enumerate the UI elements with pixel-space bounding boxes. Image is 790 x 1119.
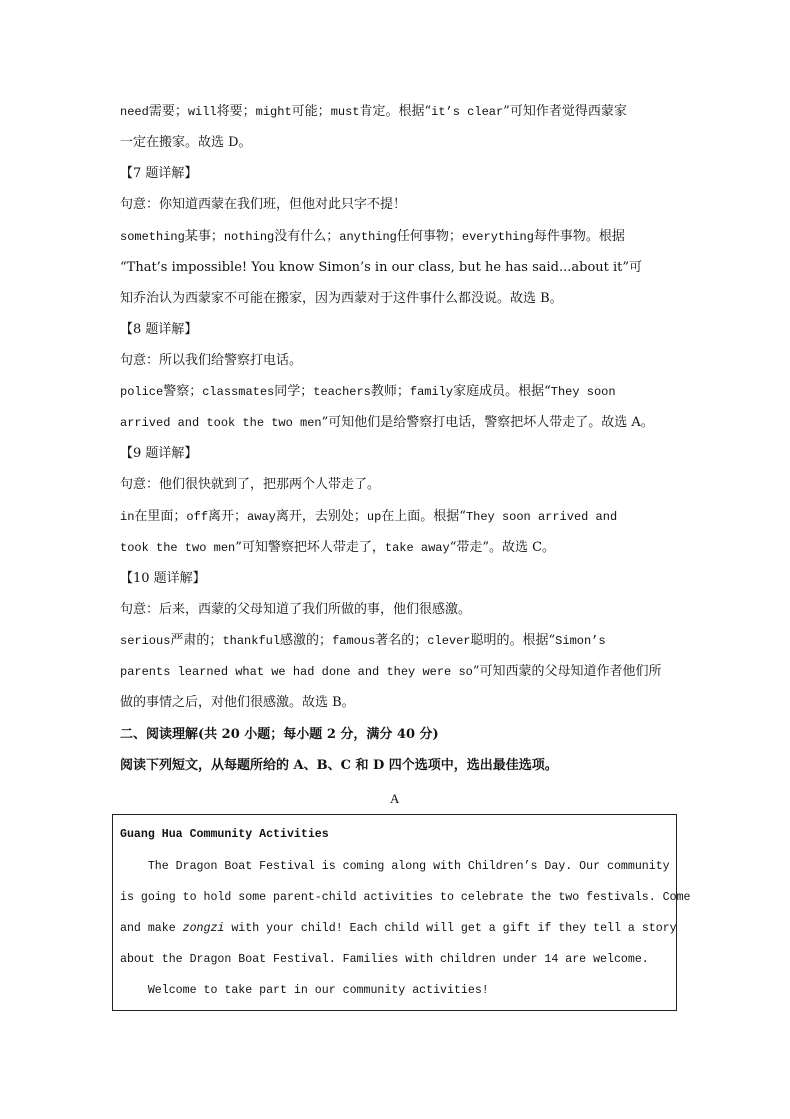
text-segment: 在里面； bbox=[134, 509, 187, 524]
text-segment: parents learned what we had done and they were so bbox=[120, 665, 473, 679]
text-line bbox=[120, 102, 627, 122]
text-segment: anything bbox=[339, 230, 397, 244]
text-segment: everything bbox=[461, 230, 534, 244]
notice-line bbox=[120, 981, 489, 1001]
italic-term: zongzi bbox=[182, 922, 225, 935]
text-segment: 二、阅读理解(共 20 小题；每小题 2 分，满分 40 分) bbox=[120, 727, 439, 742]
text-segment: 没有什么； bbox=[274, 229, 340, 244]
text-line bbox=[120, 164, 197, 184]
text-segment: 一定在搬家。故选 D。 bbox=[120, 135, 252, 150]
text-segment: 【7 题详解】 bbox=[120, 166, 198, 181]
section-heading bbox=[120, 725, 439, 745]
notice-title: Guang Hua Community Activities bbox=[120, 828, 329, 841]
text-segment: 著名的； bbox=[375, 633, 428, 648]
text-line bbox=[120, 569, 206, 589]
text-segment: is going to hold some parent-child activities to celebrate the two festivals. Come bbox=[120, 891, 691, 904]
text-segment: might bbox=[255, 105, 292, 119]
text-segment: 严肃的； bbox=[170, 633, 223, 648]
text-segment: 同学； bbox=[274, 384, 314, 399]
text-segment: about the Dragon Boat Festival. Families with children under 14 are welcome. bbox=[120, 953, 649, 966]
text-segment: arrived and took the two men bbox=[120, 416, 322, 430]
text-segment: 家庭成员。根据“ bbox=[453, 384, 551, 399]
text-line bbox=[120, 382, 616, 402]
text-segment: The Dragon Boat Festival is coming along with Children’s Day. Our community bbox=[120, 860, 670, 873]
text-line bbox=[120, 227, 625, 247]
text-segment: 离开，去别处； bbox=[275, 509, 367, 524]
text-segment: 警察； bbox=[163, 384, 203, 399]
text-segment: family bbox=[409, 385, 454, 399]
text-line bbox=[120, 289, 563, 309]
text-segment: will bbox=[187, 105, 217, 119]
notice-line bbox=[120, 919, 677, 939]
text-segment: must bbox=[330, 105, 360, 119]
text-segment: away bbox=[247, 510, 276, 524]
text-segment: it’s clear bbox=[431, 105, 504, 119]
section-letter: A bbox=[390, 791, 400, 806]
text-line bbox=[120, 133, 252, 153]
text-segment: 阅读下列短文，从每题所给的 A、B、C 和 D 四个选项中，选出最佳选项。 bbox=[120, 758, 558, 773]
notice-line bbox=[120, 888, 691, 908]
text-segment: They soon bbox=[550, 385, 616, 399]
text-segment: and make bbox=[120, 922, 183, 935]
text-segment: 【8 题详解】 bbox=[120, 322, 198, 337]
text-segment: “带走”。故选 C。 bbox=[449, 540, 556, 555]
text-segment: “That’s impossible! You know Simon’s in our class, but he has said...about it”可 bbox=[120, 260, 643, 275]
text-segment: 某事； bbox=[184, 229, 224, 244]
text-segment: 句意：所以我们给警察打电话。 bbox=[120, 353, 303, 368]
text-segment: police bbox=[120, 385, 164, 399]
text-segment: 肯定。根据“ bbox=[359, 104, 432, 119]
text-line bbox=[120, 475, 380, 495]
text-segment: 句意：后来，西蒙的父母知道了我们所做的事，他们很感激。 bbox=[120, 602, 472, 617]
text-segment: teachers bbox=[313, 385, 371, 399]
text-segment: 句意：他们很快就到了，把那两个人带走了。 bbox=[120, 477, 381, 492]
text-segment: 知乔治认为西蒙家不可能在搬家，因为西蒙对于这件事什么都没说。故选 B。 bbox=[120, 291, 563, 306]
text-segment: need bbox=[120, 105, 149, 119]
text-segment: 【10 题详解】 bbox=[120, 571, 206, 586]
notice-line bbox=[120, 857, 670, 877]
text-segment: serious bbox=[120, 634, 171, 648]
text-segment: 需要； bbox=[148, 104, 188, 119]
text-segment: 每件事物。根据 bbox=[533, 229, 625, 244]
text-segment: 聪明的。根据“ bbox=[470, 633, 556, 648]
text-segment: They soon arrived and bbox=[465, 510, 618, 524]
text-segment: 教师； bbox=[370, 384, 410, 399]
text-segment: took the two men bbox=[120, 541, 236, 555]
text-segment: 做的事情之后，对他们很感激。故选 B。 bbox=[120, 695, 355, 710]
text-segment: take away bbox=[384, 541, 450, 555]
text-segment: 【9 题详解】 bbox=[120, 446, 198, 461]
text-line bbox=[120, 507, 617, 527]
text-segment: Simon’s bbox=[555, 634, 606, 648]
text-line bbox=[120, 351, 302, 371]
text-segment: clever bbox=[427, 634, 471, 648]
text-line bbox=[120, 631, 606, 651]
text-segment: up bbox=[366, 510, 382, 524]
section-heading bbox=[120, 756, 558, 776]
text-segment: ”可知西蒙的父母知道作者他们所 bbox=[472, 664, 662, 679]
text-segment: 感激的； bbox=[280, 633, 333, 648]
text-segment: something bbox=[120, 230, 185, 244]
text-segment: classmates bbox=[202, 385, 275, 399]
text-segment: 离开； bbox=[208, 509, 248, 524]
text-segment: 任何事物； bbox=[396, 229, 462, 244]
text-line bbox=[120, 195, 406, 215]
text-segment: ”可知他们是给警察打电话，警察把坏人带走了。故选 A。 bbox=[321, 415, 654, 430]
text-line bbox=[120, 320, 197, 340]
text-segment: in bbox=[120, 510, 135, 524]
text-segment: off bbox=[186, 510, 209, 524]
text-line bbox=[120, 413, 654, 433]
text-segment: thankful bbox=[222, 634, 281, 648]
text-segment: nothing bbox=[223, 230, 275, 244]
text-segment: 句意：你知道西蒙在我们班，但他对此只字不提！ bbox=[120, 197, 407, 212]
text-segment: ”可知作者觉得西蒙家 bbox=[503, 104, 627, 119]
text-segment: 可能； bbox=[291, 104, 331, 119]
text-segment: Welcome to take part in our community activities! bbox=[120, 984, 489, 997]
text-line bbox=[120, 538, 555, 558]
text-segment: famous bbox=[332, 634, 376, 648]
text-segment: with your child! Each child will get a gift if they tell a story bbox=[224, 922, 677, 935]
notice-line bbox=[120, 950, 649, 970]
text-line bbox=[120, 662, 662, 682]
text-line bbox=[120, 693, 355, 713]
text-segment: 在上面。根据“ bbox=[381, 509, 466, 524]
text-line bbox=[120, 444, 197, 464]
text-segment: ”可知警察把坏人带走了， bbox=[235, 540, 385, 555]
text-segment: 将要； bbox=[216, 104, 256, 119]
text-line bbox=[120, 600, 471, 620]
text-line bbox=[120, 258, 642, 278]
